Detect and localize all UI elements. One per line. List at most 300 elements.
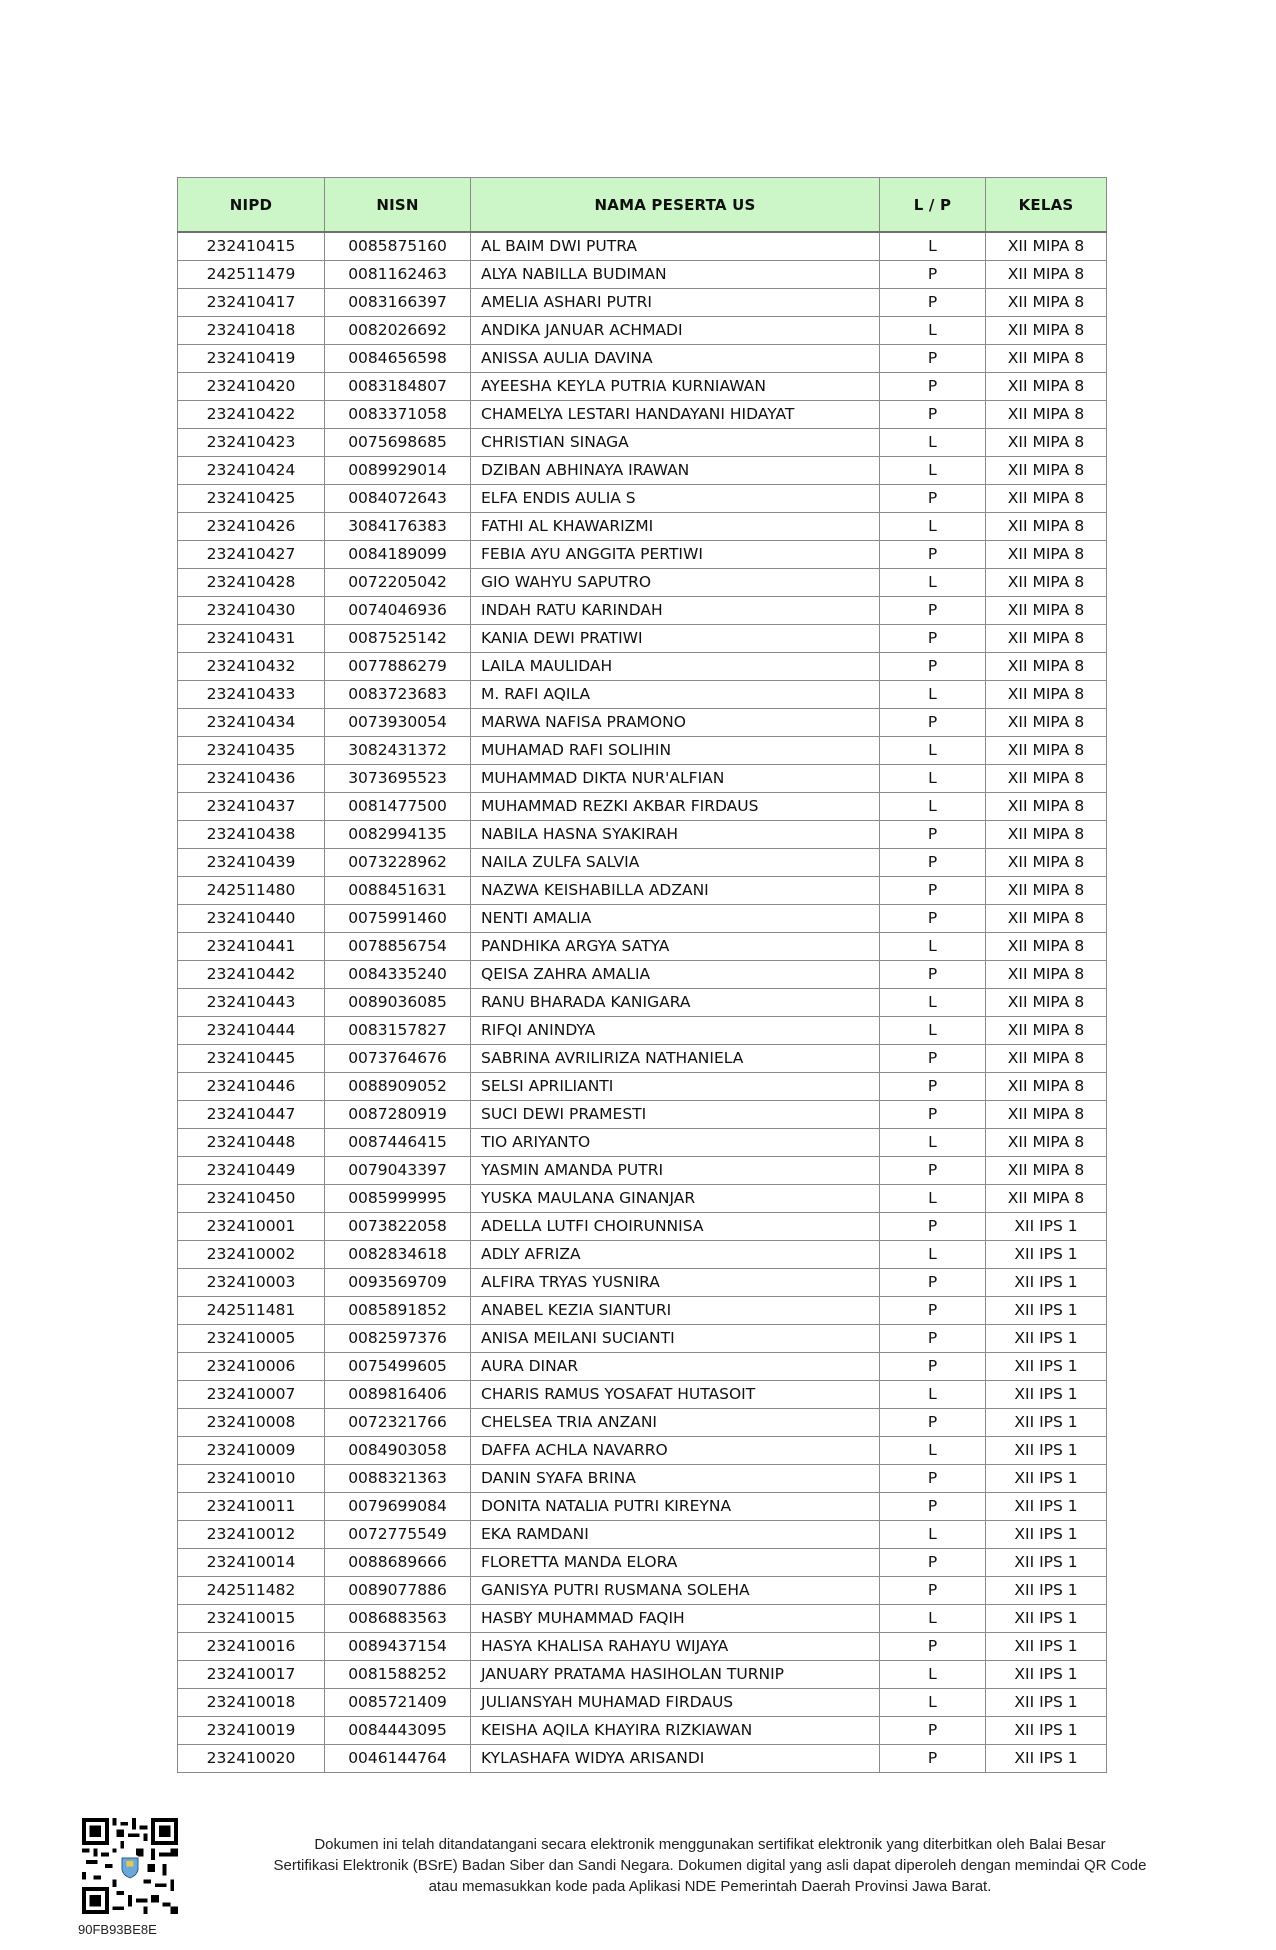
cell-nisn: 0086883563 (325, 1605, 471, 1633)
cell-nisn: 0072321766 (325, 1409, 471, 1437)
cell-kelas: XII MIPA 8 (986, 737, 1107, 765)
cell-lp: P (880, 849, 986, 877)
cell-nipd: 232410428 (178, 569, 325, 597)
cell-lp: P (880, 1577, 986, 1605)
cell-lp: L (880, 765, 986, 793)
cell-nipd: 232410015 (178, 1605, 325, 1633)
cell-lp: P (880, 1157, 986, 1185)
cell-lp: L (880, 569, 986, 597)
cell-lp: P (880, 597, 986, 625)
table-row (178, 541, 1107, 569)
table-row (178, 1381, 1107, 1409)
cell-nisn: 0046144764 (325, 1745, 471, 1773)
cell-kelas: XII MIPA 8 (986, 989, 1107, 1017)
cell-nipd: 242511481 (178, 1297, 325, 1325)
cell-nama: DZIBAN ABHINAYA IRAWAN (471, 457, 880, 485)
cell-nisn: 0083166397 (325, 289, 471, 317)
cell-kelas: XII IPS 1 (986, 1661, 1107, 1689)
cell-nisn: 0073822058 (325, 1213, 471, 1241)
cell-nama: MUHAMMAD REZKI AKBAR FIRDAUS (471, 793, 880, 821)
cell-kelas: XII IPS 1 (986, 1269, 1107, 1297)
cell-lp: L (880, 232, 986, 261)
cell-nisn: 0084656598 (325, 345, 471, 373)
cell-lp: P (880, 373, 986, 401)
cell-nipd: 232410424 (178, 457, 325, 485)
cell-nisn: 0075499605 (325, 1353, 471, 1381)
cell-lp: L (880, 933, 986, 961)
cell-nipd: 242511480 (178, 877, 325, 905)
table-row (178, 373, 1107, 401)
cell-nipd: 232410017 (178, 1661, 325, 1689)
cell-nipd: 232410450 (178, 1185, 325, 1213)
cell-nipd: 232410009 (178, 1437, 325, 1465)
cell-nipd: 232410430 (178, 597, 325, 625)
table-row (178, 1409, 1107, 1437)
cell-nama: KYLASHAFA WIDYA ARISANDI (471, 1745, 880, 1773)
cell-nisn: 0079043397 (325, 1157, 471, 1185)
footer-note-line: Dokumen ini telah ditandatangani secara elektronik menggunakan sertifikat elektronik yang diterbitkan oleh Balai Besar (314, 1836, 1106, 1853)
cell-kelas: XII MIPA 8 (986, 232, 1107, 261)
cell-nisn: 0082026692 (325, 317, 471, 345)
cell-nama: KANIA DEWI PRATIWI (471, 625, 880, 653)
table-row (178, 1073, 1107, 1101)
table-row (178, 1101, 1107, 1129)
cell-nisn: 0081162463 (325, 261, 471, 289)
cell-nama: JANUARY PRATAMA HASIHOLAN TURNIP (471, 1661, 880, 1689)
cell-lp: P (880, 1045, 986, 1073)
footer-note (215, 1834, 1205, 1897)
cell-lp: L (880, 1241, 986, 1269)
cell-nama: CHARIS RAMUS YOSAFAT HUTASOIT (471, 1381, 880, 1409)
cell-lp: P (880, 1717, 986, 1745)
cell-nipd: 232410449 (178, 1157, 325, 1185)
table-row (178, 793, 1107, 821)
cell-nama: TIO ARIYANTO (471, 1129, 880, 1157)
cell-nipd: 232410008 (178, 1409, 325, 1437)
cell-nisn: 0089929014 (325, 457, 471, 485)
cell-lp: P (880, 625, 986, 653)
cell-nama: RANU BHARADA KANIGARA (471, 989, 880, 1017)
cell-nipd: 232410441 (178, 933, 325, 961)
cell-nipd: 232410020 (178, 1745, 325, 1773)
cell-nipd: 232410425 (178, 485, 325, 513)
cell-kelas: XII MIPA 8 (986, 933, 1107, 961)
cell-nisn: 0087280919 (325, 1101, 471, 1129)
cell-nama: YASMIN AMANDA PUTRI (471, 1157, 880, 1185)
cell-kelas: XII MIPA 8 (986, 625, 1107, 653)
cell-nama: SUCI DEWI PRAMESTI (471, 1101, 880, 1129)
cell-nisn: 0072205042 (325, 569, 471, 597)
cell-kelas: XII IPS 1 (986, 1297, 1107, 1325)
cell-lp: L (880, 989, 986, 1017)
cell-nipd: 232410417 (178, 289, 325, 317)
cell-nipd: 232410003 (178, 1269, 325, 1297)
cell-lp: P (880, 1549, 986, 1577)
cell-lp: P (880, 1353, 986, 1381)
cell-kelas: XII MIPA 8 (986, 1101, 1107, 1129)
cell-lp: L (880, 1661, 986, 1689)
cell-nisn: 0081477500 (325, 793, 471, 821)
cell-nama: DAFFA ACHLA NAVARRO (471, 1437, 880, 1465)
cell-nisn: 3082431372 (325, 737, 471, 765)
cell-nama: KEISHA AQILA KHAYIRA RIZKIAWAN (471, 1717, 880, 1745)
header-nipd: NIPD (178, 178, 325, 233)
cell-nipd: 232410011 (178, 1493, 325, 1521)
cell-kelas: XII MIPA 8 (986, 485, 1107, 513)
header-nama: NAMA PESERTA US (471, 178, 880, 233)
cell-nisn: 0081588252 (325, 1661, 471, 1689)
cell-kelas: XII MIPA 8 (986, 1129, 1107, 1157)
cell-kelas: XII MIPA 8 (986, 289, 1107, 317)
qr-code-icon (82, 1818, 178, 1914)
cell-nipd: 232410422 (178, 401, 325, 429)
cell-lp: P (880, 541, 986, 569)
cell-kelas: XII IPS 1 (986, 1577, 1107, 1605)
cell-lp: P (880, 1073, 986, 1101)
cell-nipd: 232410016 (178, 1633, 325, 1661)
cell-nisn: 0087525142 (325, 625, 471, 653)
table-row (178, 1297, 1107, 1325)
cell-nipd: 232410007 (178, 1381, 325, 1409)
cell-nama: NAZWA KEISHABILLA ADZANI (471, 877, 880, 905)
cell-nipd: 232410423 (178, 429, 325, 457)
cell-nipd: 232410419 (178, 345, 325, 373)
table-row (178, 1241, 1107, 1269)
table-row (178, 1577, 1107, 1605)
cell-nama: AURA DINAR (471, 1353, 880, 1381)
cell-kelas: XII IPS 1 (986, 1325, 1107, 1353)
table-row (178, 457, 1107, 485)
cell-nama: ANABEL KEZIA SIANTURI (471, 1297, 880, 1325)
cell-nisn: 0088909052 (325, 1073, 471, 1101)
cell-nisn: 0089437154 (325, 1633, 471, 1661)
cell-nipd: 232410439 (178, 849, 325, 877)
cell-nama: M. RAFI AQILA (471, 681, 880, 709)
cell-kelas: XII IPS 1 (986, 1213, 1107, 1241)
cell-lp: P (880, 877, 986, 905)
table-row (178, 821, 1107, 849)
cell-kelas: XII IPS 1 (986, 1633, 1107, 1661)
cell-nama: HASBY MUHAMMAD FAQIH (471, 1605, 880, 1633)
cell-kelas: XII IPS 1 (986, 1409, 1107, 1437)
cell-nisn: 0093569709 (325, 1269, 471, 1297)
table-row (178, 737, 1107, 765)
cell-nisn: 0073930054 (325, 709, 471, 737)
cell-kelas: XII IPS 1 (986, 1549, 1107, 1577)
cell-nama: QEISA ZAHRA AMALIA (471, 961, 880, 989)
cell-kelas: XII IPS 1 (986, 1689, 1107, 1717)
cell-nama: GANISYA PUTRI RUSMANA SOLEHA (471, 1577, 880, 1605)
cell-nama: ALFIRA TRYAS YUSNIRA (471, 1269, 880, 1297)
cell-nama: YUSKA MAULANA GINANJAR (471, 1185, 880, 1213)
cell-nipd: 232410014 (178, 1549, 325, 1577)
cell-nisn: 3073695523 (325, 765, 471, 793)
qr-code-text: 90FB93BE8E (78, 1922, 157, 1937)
cell-lp: L (880, 1129, 986, 1157)
cell-nisn: 0073764676 (325, 1045, 471, 1073)
cell-lp: L (880, 1437, 986, 1465)
cell-nama: LAILA MAULIDAH (471, 653, 880, 681)
table-header-row (178, 178, 1107, 233)
cell-lp: P (880, 1325, 986, 1353)
table-row (178, 317, 1107, 345)
cell-nisn: 0083184807 (325, 373, 471, 401)
cell-lp: P (880, 261, 986, 289)
cell-nipd: 232410445 (178, 1045, 325, 1073)
table-row (178, 765, 1107, 793)
table-row (178, 989, 1107, 1017)
cell-lp: L (880, 457, 986, 485)
cell-kelas: XII MIPA 8 (986, 709, 1107, 737)
table-row (178, 1017, 1107, 1045)
cell-lp: P (880, 401, 986, 429)
cell-nipd: 232410001 (178, 1213, 325, 1241)
cell-nama: CHAMELYA LESTARI HANDAYANI HIDAYAT (471, 401, 880, 429)
cell-nisn: 0089036085 (325, 989, 471, 1017)
cell-nisn: 0088689666 (325, 1549, 471, 1577)
cell-nipd: 232410446 (178, 1073, 325, 1101)
table-row (178, 1689, 1107, 1717)
cell-lp: P (880, 1465, 986, 1493)
table-row (178, 1157, 1107, 1185)
cell-lp: P (880, 1213, 986, 1241)
table-row (178, 1129, 1107, 1157)
cell-kelas: XII IPS 1 (986, 1241, 1107, 1269)
cell-nipd: 242511482 (178, 1577, 325, 1605)
cell-nama: CHRISTIAN SINAGA (471, 429, 880, 457)
table-row (178, 597, 1107, 625)
cell-kelas: XII MIPA 8 (986, 541, 1107, 569)
table-row (178, 1549, 1107, 1577)
cell-nama: MARWA NAFISA PRAMONO (471, 709, 880, 737)
table-row (178, 905, 1107, 933)
cell-kelas: XII MIPA 8 (986, 1073, 1107, 1101)
cell-nipd: 232410437 (178, 793, 325, 821)
cell-nama: JULIANSYAH MUHAMAD FIRDAUS (471, 1689, 880, 1717)
cell-kelas: XII MIPA 8 (986, 961, 1107, 989)
cell-kelas: XII MIPA 8 (986, 1045, 1107, 1073)
cell-nama: AYEESHA KEYLA PUTRIA KURNIAWAN (471, 373, 880, 401)
cell-nipd: 232410420 (178, 373, 325, 401)
cell-nama: FLORETTA MANDA ELORA (471, 1549, 880, 1577)
table-row (178, 401, 1107, 429)
table-row (178, 961, 1107, 989)
cell-kelas: XII MIPA 8 (986, 905, 1107, 933)
cell-kelas: XII MIPA 8 (986, 765, 1107, 793)
cell-nama: MUHAMAD RAFI SOLIHIN (471, 737, 880, 765)
table-row (178, 1493, 1107, 1521)
cell-nama: ANISSA AULIA DAVINA (471, 345, 880, 373)
cell-nama: EKA RAMDANI (471, 1521, 880, 1549)
cell-lp: L (880, 681, 986, 709)
cell-lp: L (880, 1017, 986, 1045)
table-row (178, 709, 1107, 737)
table-row (178, 513, 1107, 541)
cell-kelas: XII MIPA 8 (986, 345, 1107, 373)
cell-nama: MUHAMMAD DIKTA NUR'ALFIAN (471, 765, 880, 793)
cell-kelas: XII MIPA 8 (986, 1157, 1107, 1185)
table-row (178, 1605, 1107, 1633)
cell-lp: P (880, 821, 986, 849)
cell-nama: CHELSEA TRIA ANZANI (471, 1409, 880, 1437)
footer-note-line: Sertifikasi Elektronik (BSrE) Badan Siber dan Sandi Negara. Dokumen digital yang asli dapat diperoleh dengan memindai QR Code (273, 1857, 1147, 1874)
cell-nipd: 232410427 (178, 541, 325, 569)
cell-nisn: 0085875160 (325, 232, 471, 261)
table-row (178, 261, 1107, 289)
cell-kelas: XII MIPA 8 (986, 653, 1107, 681)
cell-nama: GIO WAHYU SAPUTRO (471, 569, 880, 597)
table-row (178, 485, 1107, 513)
header-nisn: NISN (325, 178, 471, 233)
cell-nipd: 232410435 (178, 737, 325, 765)
cell-lp: P (880, 1297, 986, 1325)
cell-nisn: 0082597376 (325, 1325, 471, 1353)
cell-nama: RIFQI ANINDYA (471, 1017, 880, 1045)
cell-nipd: 232410438 (178, 821, 325, 849)
cell-nama: SABRINA AVRILIRIZA NATHANIELA (471, 1045, 880, 1073)
cell-kelas: XII IPS 1 (986, 1745, 1107, 1773)
cell-nipd: 232410442 (178, 961, 325, 989)
cell-nama: DANIN SYAFA BRINA (471, 1465, 880, 1493)
cell-nipd: 232410448 (178, 1129, 325, 1157)
cell-nisn: 0075991460 (325, 905, 471, 933)
cell-kelas: XII MIPA 8 (986, 681, 1107, 709)
table-row (178, 1045, 1107, 1073)
cell-nisn: 0085721409 (325, 1689, 471, 1717)
cell-kelas: XII MIPA 8 (986, 821, 1107, 849)
cell-nisn: 0084443095 (325, 1717, 471, 1745)
cell-nisn: 0088321363 (325, 1465, 471, 1493)
cell-nama: DONITA NATALIA PUTRI KIREYNA (471, 1493, 880, 1521)
table-row (178, 1633, 1107, 1661)
cell-nama: ALYA NABILLA BUDIMAN (471, 261, 880, 289)
table-row (178, 681, 1107, 709)
cell-nipd: 232410447 (178, 1101, 325, 1129)
cell-lp: L (880, 1381, 986, 1409)
cell-lp: L (880, 317, 986, 345)
table-row (178, 569, 1107, 597)
cell-lp: P (880, 289, 986, 317)
header-lp: L / P (880, 178, 986, 233)
header-kelas: KELAS (986, 178, 1107, 233)
cell-nisn: 0084189099 (325, 541, 471, 569)
cell-nisn: 0084335240 (325, 961, 471, 989)
cell-nisn: 0083371058 (325, 401, 471, 429)
cell-nipd: 232410434 (178, 709, 325, 737)
table-row (178, 1353, 1107, 1381)
cell-kelas: XII MIPA 8 (986, 513, 1107, 541)
cell-lp: P (880, 961, 986, 989)
cell-kelas: XII IPS 1 (986, 1717, 1107, 1745)
table-row (178, 877, 1107, 905)
cell-nisn: 0085891852 (325, 1297, 471, 1325)
cell-lp: P (880, 1269, 986, 1297)
cell-nisn: 0087446415 (325, 1129, 471, 1157)
cell-nipd: 232410415 (178, 232, 325, 261)
cell-nama: NAILA ZULFA SALVIA (471, 849, 880, 877)
cell-lp: P (880, 709, 986, 737)
cell-nisn: 3084176383 (325, 513, 471, 541)
cell-nisn: 0084903058 (325, 1437, 471, 1465)
cell-nama: INDAH RATU KARINDAH (471, 597, 880, 625)
cell-kelas: XII MIPA 8 (986, 569, 1107, 597)
cell-lp: L (880, 1521, 986, 1549)
cell-kelas: XII IPS 1 (986, 1493, 1107, 1521)
cell-kelas: XII MIPA 8 (986, 597, 1107, 625)
cell-lp: L (880, 513, 986, 541)
cell-nama: NABILA HASNA SYAKIRAH (471, 821, 880, 849)
cell-lp: L (880, 429, 986, 457)
cell-nipd: 232410018 (178, 1689, 325, 1717)
cell-nisn: 0083157827 (325, 1017, 471, 1045)
cell-nisn: 0089077886 (325, 1577, 471, 1605)
table-row (178, 653, 1107, 681)
cell-kelas: XII IPS 1 (986, 1465, 1107, 1493)
cell-nipd: 232410436 (178, 765, 325, 793)
cell-nisn: 0082834618 (325, 1241, 471, 1269)
cell-nisn: 0073228962 (325, 849, 471, 877)
cell-lp: P (880, 1745, 986, 1773)
cell-lp: P (880, 345, 986, 373)
table-body (178, 232, 1107, 1773)
table-row (178, 1661, 1107, 1689)
cell-kelas: XII IPS 1 (986, 1437, 1107, 1465)
cell-lp: P (880, 485, 986, 513)
cell-nama: AL BAIM DWI PUTRA (471, 232, 880, 261)
cell-lp: L (880, 737, 986, 765)
cell-nama: AMELIA ASHARI PUTRI (471, 289, 880, 317)
table-row (178, 625, 1107, 653)
cell-nipd: 232410006 (178, 1353, 325, 1381)
cell-nisn: 0089816406 (325, 1381, 471, 1409)
cell-nipd: 232410418 (178, 317, 325, 345)
cell-nipd: 232410012 (178, 1521, 325, 1549)
table-row (178, 232, 1107, 261)
cell-nipd: 232410019 (178, 1717, 325, 1745)
cell-nipd: 232410432 (178, 653, 325, 681)
cell-nipd: 232410010 (178, 1465, 325, 1493)
cell-lp: L (880, 793, 986, 821)
cell-lp: P (880, 1633, 986, 1661)
cell-kelas: XII MIPA 8 (986, 373, 1107, 401)
cell-nisn: 0083723683 (325, 681, 471, 709)
cell-nipd: 232410002 (178, 1241, 325, 1269)
cell-kelas: XII MIPA 8 (986, 317, 1107, 345)
cell-nisn: 0085999995 (325, 1185, 471, 1213)
cell-nipd: 242511479 (178, 261, 325, 289)
cell-nama: SELSI APRILIANTI (471, 1073, 880, 1101)
table-row (178, 1465, 1107, 1493)
cell-lp: P (880, 905, 986, 933)
table-row (178, 1437, 1107, 1465)
cell-lp: P (880, 1101, 986, 1129)
table-row (178, 289, 1107, 317)
cell-kelas: XII MIPA 8 (986, 457, 1107, 485)
cell-nisn: 0074046936 (325, 597, 471, 625)
footer-note-line: atau memasukkan kode pada Aplikasi NDE Pemerintah Daerah Provinsi Jawa Barat. (428, 1878, 992, 1895)
cell-nama: ADELLA LUTFI CHOIRUNNISA (471, 1213, 880, 1241)
cell-nisn: 0075698685 (325, 429, 471, 457)
cell-nipd: 232410433 (178, 681, 325, 709)
cell-kelas: XII MIPA 8 (986, 877, 1107, 905)
cell-nama: ANISA MEILANI SUCIANTI (471, 1325, 880, 1353)
cell-kelas: XII IPS 1 (986, 1353, 1107, 1381)
cell-nama: NENTI AMALIA (471, 905, 880, 933)
cell-nisn: 0088451631 (325, 877, 471, 905)
cell-nama: FATHI AL KHAWARIZMI (471, 513, 880, 541)
cell-nisn: 0078856754 (325, 933, 471, 961)
cell-kelas: XII MIPA 8 (986, 1017, 1107, 1045)
